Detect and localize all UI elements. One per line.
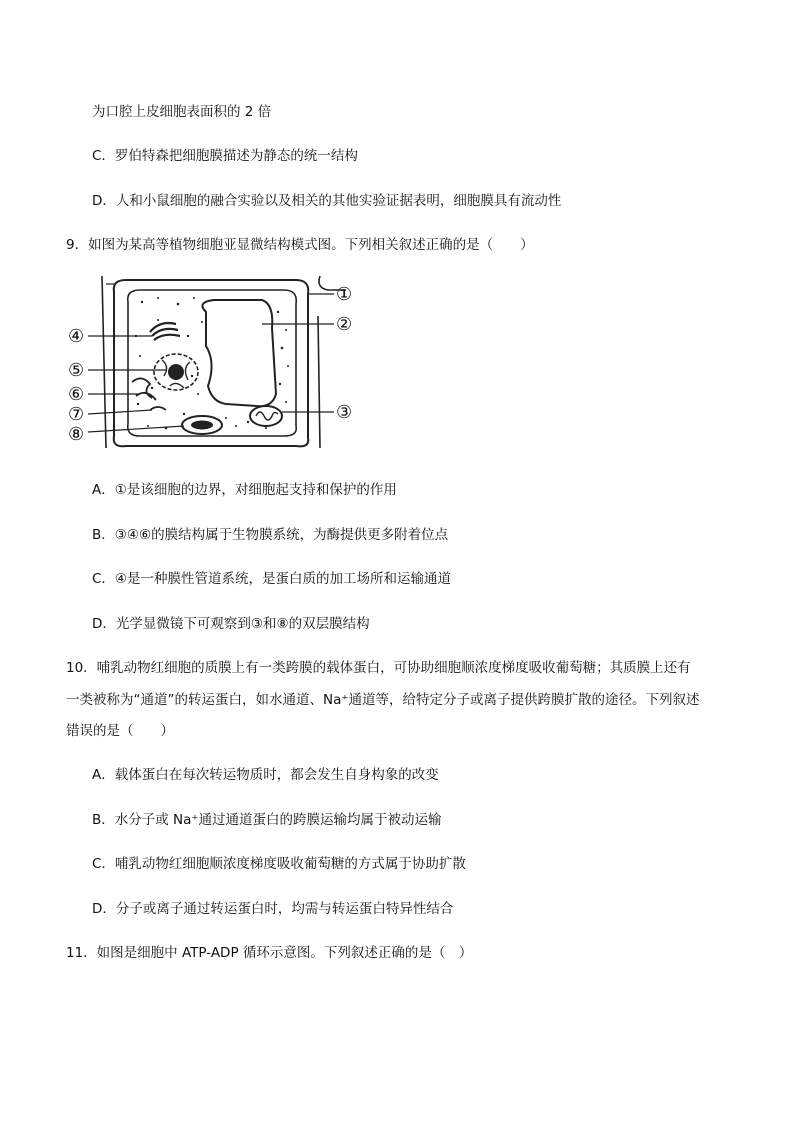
- option-d: D．人和小鼠细胞的融合实验以及相关的其他实验证据表明，细胞膜具有流动性: [92, 193, 562, 209]
- option-9d: D．光学显微镜下可观察到③和⑧的双层膜结构: [92, 616, 370, 632]
- option-9b: B．③④⑥的膜结构属于生物膜系统，为酶提供更多附着位点: [92, 527, 449, 543]
- label-8: ⑧: [68, 424, 85, 445]
- plant-cell-diagram: [66, 276, 366, 448]
- option-9c: C．④是一种膜性管道系统，是蛋白质的加工场所和运输通道: [92, 571, 452, 587]
- option-10a: A．载体蛋白在每次转运物质时，都会发生自身构象的改变: [92, 767, 439, 783]
- label-7: ⑦: [68, 404, 85, 425]
- question-11-stem: 11．如图是细胞中 ATP-ADP 循环示意图。下列叙述正确的是（ ）: [66, 945, 473, 961]
- question-10-stem-1: 10．哺乳动物红细胞的质膜上有一类跨膜的载体蛋白，可协助细胞顺浓度梯度吸收葡萄糖；其质膜上还有: [66, 660, 691, 676]
- label-6: ⑥: [68, 384, 85, 405]
- label-3: ③: [336, 402, 353, 423]
- label-4: ④: [68, 326, 85, 347]
- option-10d: D．分子或离子通过转运蛋白时，均需与转运蛋白特异性结合: [92, 901, 454, 917]
- question-10-stem-2: 一类被称为“通道”的转运蛋白，如水通道、Na⁺通道等，给特定分子或离子提供跨膜扩散的途径。下列叙述: [66, 692, 700, 708]
- question-9-stem: 9．如图为某高等植物细胞亚显微结构模式图。下列相关叙述正确的是（ ）: [66, 237, 534, 253]
- option-c: C．罗伯特森把细胞膜描述为静态的统一结构: [92, 148, 358, 164]
- label-1: ①: [336, 284, 353, 305]
- text-line: 为口腔上皮细胞表面积的 2 倍: [92, 104, 272, 120]
- option-10c: C．哺乳动物红细胞顺浓度梯度吸收葡萄糖的方式属于协助扩散: [92, 856, 466, 872]
- label-5: ⑤: [68, 360, 85, 381]
- option-9a: A．①是该细胞的边界，对细胞起支持和保护的作用: [92, 482, 397, 498]
- label-2: ②: [336, 314, 353, 335]
- option-10b: B．水分子或 Na⁺通过通道蛋白的跨膜运输均属于被动运输: [92, 812, 442, 828]
- question-10-stem-3: 错误的是（ ）: [66, 723, 174, 739]
